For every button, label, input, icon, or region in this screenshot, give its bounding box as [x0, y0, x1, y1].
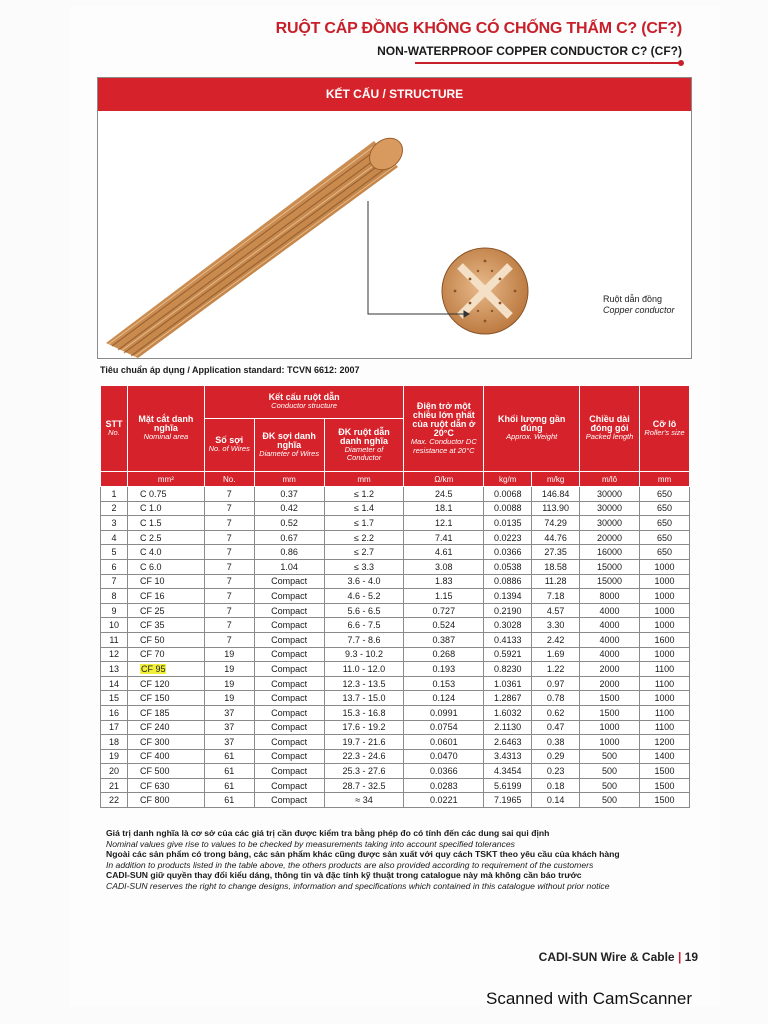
table-cell: 0.5921 [484, 647, 532, 662]
table-cell: 30000 [580, 487, 640, 502]
table-row [101, 764, 690, 779]
table-row [101, 691, 690, 706]
table-cell: CF 500 [127, 764, 204, 779]
table-cell: 2.6463 [484, 735, 532, 750]
table-cell: Compact [254, 647, 324, 662]
table-cell: C 1.0 [127, 501, 204, 516]
table-cell: 30000 [580, 501, 640, 516]
table-cell: 1000 [640, 589, 690, 604]
table-cell: CF 400 [127, 749, 204, 764]
title-vietnamese: RUỘT CÁP ĐỒNG KHÔNG CÓ CHỐNG THẤM C? (CF?) [275, 20, 682, 37]
table-cell: 1.69 [532, 647, 580, 662]
table-row [101, 735, 690, 750]
table-cell: 3 [101, 516, 128, 531]
table-cell: 0.38 [532, 735, 580, 750]
application-standard: Tiêu chuẩn áp dụng / Application standard: TCVN 6612: 2007 [100, 365, 360, 375]
table-cell: 7 [204, 632, 254, 647]
conductor-cross-section [442, 248, 528, 334]
table-cell: 1500 [580, 691, 640, 706]
table-cell: 1100 [640, 676, 690, 691]
table-cell: 61 [204, 764, 254, 779]
table-cell: 1000 [640, 647, 690, 662]
table-cell: 20000 [580, 530, 640, 545]
table-cell: 11.0 - 12.0 [324, 662, 404, 677]
title-english: NON-WATERPROOF COPPER CONDUCTOR C? (CF?) [377, 44, 682, 58]
table-cell: CF 150 [127, 691, 204, 706]
table-cell: 1.04 [254, 559, 324, 574]
table-cell: 8 [101, 589, 128, 604]
table-cell: 19.7 - 21.6 [324, 735, 404, 750]
table-cell: 61 [204, 749, 254, 764]
table-cell: 1000 [640, 603, 690, 618]
table-cell: 30000 [580, 516, 640, 531]
title-underline [415, 62, 682, 64]
table-cell: 25.3 - 27.6 [324, 764, 404, 779]
table-cell: 1.6032 [484, 705, 532, 720]
table-row [101, 559, 690, 574]
table-cell: 0.8230 [484, 662, 532, 677]
table-cell: 1500 [640, 764, 690, 779]
table-cell: 15 [101, 691, 128, 706]
table-cell: 13 [101, 662, 128, 677]
table-cell: ≤ 3.3 [324, 559, 404, 574]
table-cell: 0.14 [532, 793, 580, 808]
table-cell: 1000 [640, 574, 690, 589]
table-cell: CF 120 [127, 676, 204, 691]
table-cell: Compact [254, 735, 324, 750]
table-cell: 16000 [580, 545, 640, 560]
header-weight: Khối lượng gần đúng Approx. Weight [484, 386, 580, 472]
note-line: Giá trị danh nghĩa là cơ sở của các giá trị cần được kiểm tra bằng phép đo có tính đến các dung sai qui định [106, 828, 550, 838]
units-row [101, 472, 690, 487]
catalogue-page [70, 6, 720, 1006]
table-cell: 0.0221 [404, 793, 484, 808]
copper-conductor-illustration [98, 111, 691, 358]
table-row [101, 793, 690, 808]
table-cell: 1400 [640, 749, 690, 764]
header-roller-size: Cỡ lô Roller's size [640, 386, 690, 472]
header-stt: STT No. [101, 386, 128, 472]
table-cell: C 1.5 [127, 516, 204, 531]
title-underline-dot [678, 60, 684, 66]
table-cell: 0.18 [532, 778, 580, 793]
table-cell: 37 [204, 735, 254, 750]
table-cell: 18.1 [404, 501, 484, 516]
table-row [101, 778, 690, 793]
table-cell: 7 [204, 603, 254, 618]
table-cell: 5 [101, 545, 128, 560]
table-cell: CF 630 [127, 778, 204, 793]
table-cell: 37 [204, 705, 254, 720]
note-line: Nominal values give rise to values to be checked by measurements taking into account specified tolerances [106, 838, 515, 849]
table-cell: 0.268 [404, 647, 484, 662]
table-cell: Compact [254, 720, 324, 735]
table-cell: 19 [204, 662, 254, 677]
table-cell: 0.0135 [484, 516, 532, 531]
table-cell: 0.52 [254, 516, 324, 531]
table-cell: 61 [204, 793, 254, 808]
table-cell: ≤ 1.7 [324, 516, 404, 531]
table-cell: 7 [204, 487, 254, 502]
table-cell: Compact [254, 676, 324, 691]
table-cell: 0.0538 [484, 559, 532, 574]
table-cell: 1500 [640, 778, 690, 793]
table-cell: 500 [580, 764, 640, 779]
table-cell: 19 [204, 676, 254, 691]
table-cell: 22 [101, 793, 128, 808]
table-cell: 4.3454 [484, 764, 532, 779]
table-cell: Compact [254, 691, 324, 706]
table-cell: 28.7 - 32.5 [324, 778, 404, 793]
table-cell: Compact [254, 749, 324, 764]
table-cell: 4000 [580, 647, 640, 662]
table-cell: 5.6 - 6.5 [324, 603, 404, 618]
table-cell: 500 [580, 793, 640, 808]
table-cell: 1.83 [404, 574, 484, 589]
table-cell: 7 [204, 589, 254, 604]
header-packed-length: Chiều dài đóng gói Packed length [580, 386, 640, 472]
table-cell: 7 [204, 516, 254, 531]
table-cell: 0.78 [532, 691, 580, 706]
table-cell: 1500 [580, 705, 640, 720]
table-cell: 0.97 [532, 676, 580, 691]
table-cell: CF 35 [127, 618, 204, 633]
table-cell: 500 [580, 749, 640, 764]
table-cell: 1000 [580, 735, 640, 750]
table-cell: Compact [254, 705, 324, 720]
unit-cell: m/lô [580, 472, 640, 487]
table-cell: 18.58 [532, 559, 580, 574]
table-cell: 500 [580, 778, 640, 793]
note-line: In addition to products listed in the table above, the others products are also provided according to requirement of the customers [106, 859, 594, 870]
unit-cell: mm² [127, 472, 204, 487]
table-cell: 12 [101, 647, 128, 662]
table-cell: 7 [101, 574, 128, 589]
table-cell: 650 [640, 501, 690, 516]
label-en: Copper conductor [603, 305, 675, 315]
notes-block [106, 828, 706, 892]
structure-panel [97, 77, 692, 359]
table-cell: 20 [101, 764, 128, 779]
table-cell: 18 [101, 735, 128, 750]
table-cell: 12.3 - 13.5 [324, 676, 404, 691]
table-cell: CF 300 [127, 735, 204, 750]
table-cell: 9 [101, 603, 128, 618]
table-row [101, 603, 690, 618]
table-cell: Compact [254, 632, 324, 647]
unit-cell: Ω/km [404, 472, 484, 487]
page-number: 19 [684, 950, 698, 964]
table-cell: 15.3 - 16.8 [324, 705, 404, 720]
table-cell: Compact [254, 662, 324, 677]
table-cell: 4 [101, 530, 128, 545]
table-cell: 0.0366 [484, 545, 532, 560]
table-cell: 650 [640, 530, 690, 545]
table-cell: C 4.0 [127, 545, 204, 560]
unit-cell: m/kg [532, 472, 580, 487]
table-cell: 0.0886 [484, 574, 532, 589]
table-cell: 7.18 [532, 589, 580, 604]
table-cell: 6 [101, 559, 128, 574]
unit-cell: mm [254, 472, 324, 487]
table-cell: 9.3 - 10.2 [324, 647, 404, 662]
conductor-spec-table [100, 385, 690, 808]
table-cell: CF 70 [127, 647, 204, 662]
table-cell: ≤ 1.2 [324, 487, 404, 502]
table-cell: 13.7 - 15.0 [324, 691, 404, 706]
table-cell: 1600 [640, 632, 690, 647]
note-line: CADI-SUN giữ quyền thay đổi kiểu dáng, thông tin và đặc tính kỹ thuật trong catalogue này mà không cần báo trước [106, 870, 582, 881]
table-cell: 1.0361 [484, 676, 532, 691]
structure-heading: KẾT CẤU / STRUCTURE [98, 78, 691, 111]
table-cell: 0.37 [254, 487, 324, 502]
table-cell: 0.0088 [484, 501, 532, 516]
table-cell: 3.6 - 4.0 [324, 574, 404, 589]
table-cell: 650 [640, 487, 690, 502]
table-cell: 27.35 [532, 545, 580, 560]
table-cell: 1200 [640, 735, 690, 750]
table-cell: 1.2867 [484, 691, 532, 706]
note-line: CADI-SUN reserves the right to change designs, information and specifications which contained in this catalogue without prior notice [106, 880, 610, 891]
table-cell: 7 [204, 559, 254, 574]
table-cell: 7.7 - 8.6 [324, 632, 404, 647]
table-cell: CF 185 [127, 705, 204, 720]
table-cell: 21 [101, 778, 128, 793]
header-resistance: Điện trở một chiều lớn nhất của ruột dẫn ở 20°C Max. Conductor DC resistance at 20°C [404, 386, 484, 472]
table-cell: 7.1965 [484, 793, 532, 808]
table-cell: 0.0283 [404, 778, 484, 793]
table-cell: 1100 [640, 720, 690, 735]
table-cell: CF 16 [127, 589, 204, 604]
table-cell: 7 [204, 545, 254, 560]
header-wires: Số sợi No. of Wires [204, 419, 254, 472]
table-row [101, 705, 690, 720]
header-conductor-structure: Kết cấu ruột dẫn Conductor structure [204, 386, 404, 419]
table-cell: 0.62 [532, 705, 580, 720]
table-row [101, 589, 690, 604]
table-cell: C 2.5 [127, 530, 204, 545]
table-cell: 4000 [580, 632, 640, 647]
table-cell: 3.4313 [484, 749, 532, 764]
table-cell: 74.29 [532, 516, 580, 531]
table-cell: CF 50 [127, 632, 204, 647]
table-cell: 11 [101, 632, 128, 647]
table-cell [127, 662, 204, 677]
table-cell: Compact [254, 793, 324, 808]
table-cell: 44.76 [532, 530, 580, 545]
table-cell: 0.3028 [484, 618, 532, 633]
table-cell: ≤ 2.2 [324, 530, 404, 545]
spec-table-body [101, 487, 690, 808]
camscanner-watermark: Scanned with CamScanner [485, 989, 692, 1008]
unit-cell: mm [640, 472, 690, 487]
table-cell: 7.41 [404, 530, 484, 545]
table-cell: 37 [204, 720, 254, 735]
table-cell: 1100 [640, 705, 690, 720]
table-row [101, 647, 690, 662]
table-cell: 1 [101, 487, 128, 502]
table-cell: 17 [101, 720, 128, 735]
table-cell: 0.1394 [484, 589, 532, 604]
table-cell: 1100 [640, 662, 690, 677]
unit-cell: No. [204, 472, 254, 487]
table-cell: 15000 [580, 574, 640, 589]
table-row [101, 545, 690, 560]
table-row [101, 530, 690, 545]
table-cell: Compact [254, 778, 324, 793]
table-cell: 61 [204, 778, 254, 793]
table-cell: 8000 [580, 589, 640, 604]
table-cell: 1.22 [532, 662, 580, 677]
table-cell: CF 800 [127, 793, 204, 808]
table-cell: ≈ 34 [324, 793, 404, 808]
table-cell: 4000 [580, 618, 640, 633]
table-cell: 2.42 [532, 632, 580, 647]
table-cell: C 0.75 [127, 487, 204, 502]
table-cell: 22.3 - 24.6 [324, 749, 404, 764]
table-cell: 0.0601 [404, 735, 484, 750]
table-cell: 4.57 [532, 603, 580, 618]
header-conductor-diameter: ĐK ruột dẫn danh nghĩa Diameter of Conductor [324, 419, 404, 472]
table-cell: 4000 [580, 603, 640, 618]
table-cell: Compact [254, 603, 324, 618]
table-cell: 0.0068 [484, 487, 532, 502]
highlighted-text: CF 95 [140, 663, 166, 674]
table-row [101, 720, 690, 735]
table-cell: 0.124 [404, 691, 484, 706]
table-cell: 0.387 [404, 632, 484, 647]
table-cell: 24.5 [404, 487, 484, 502]
table-cell: 12.1 [404, 516, 484, 531]
table-cell: 7 [204, 530, 254, 545]
table-cell: 0.0366 [404, 764, 484, 779]
table-cell: 7 [204, 501, 254, 516]
footer-brand: CADI-SUN Wire & Cable [538, 950, 675, 964]
table-cell: 0.0470 [404, 749, 484, 764]
table-cell: 7 [204, 574, 254, 589]
table-cell: CF 10 [127, 574, 204, 589]
table-cell: 0.2190 [484, 603, 532, 618]
table-cell: 4.6 - 5.2 [324, 589, 404, 604]
table-cell: 0.4133 [484, 632, 532, 647]
unit-cell: kg/m [484, 472, 532, 487]
table-row [101, 662, 690, 677]
table-cell: 1.15 [404, 589, 484, 604]
table-cell: 0.67 [254, 530, 324, 545]
table-cell: 0.47 [532, 720, 580, 735]
footer-separator: | [677, 950, 682, 964]
table-row [101, 618, 690, 633]
table-cell: 0.727 [404, 603, 484, 618]
page-footer [539, 950, 698, 964]
table-cell: 3.08 [404, 559, 484, 574]
table-cell: ≤ 1.4 [324, 501, 404, 516]
table-cell: 14 [101, 676, 128, 691]
table-cell: 0.524 [404, 618, 484, 633]
table-cell: 1000 [640, 691, 690, 706]
table-cell: 1000 [640, 618, 690, 633]
table-cell: 17.6 - 19.2 [324, 720, 404, 735]
table-cell: 0.0991 [404, 705, 484, 720]
table-cell: 19 [204, 647, 254, 662]
table-cell: 0.29 [532, 749, 580, 764]
table-cell: 5.6199 [484, 778, 532, 793]
table-cell: 2.1130 [484, 720, 532, 735]
table-cell: Compact [254, 589, 324, 604]
table-row [101, 676, 690, 691]
table-cell: 1000 [640, 559, 690, 574]
table-cell: 2000 [580, 676, 640, 691]
table-cell: 7 [204, 618, 254, 633]
conductor-cable-side [106, 132, 409, 358]
table-cell: CF 240 [127, 720, 204, 735]
copper-conductor-label [603, 294, 675, 316]
table-cell: Compact [254, 618, 324, 633]
table-cell: 3.30 [532, 618, 580, 633]
table-cell: 1500 [640, 793, 690, 808]
table-row [101, 516, 690, 531]
table-cell: 2 [101, 501, 128, 516]
table-cell: 15000 [580, 559, 640, 574]
table-row [101, 632, 690, 647]
table-row [101, 574, 690, 589]
table-cell: 650 [640, 516, 690, 531]
table-cell: 0.86 [254, 545, 324, 560]
table-cell: 0.0754 [404, 720, 484, 735]
table-row [101, 487, 690, 502]
table-row [101, 749, 690, 764]
table-cell: 0.153 [404, 676, 484, 691]
table-cell: CF 25 [127, 603, 204, 618]
table-cell: Compact [254, 574, 324, 589]
note-line: Ngoài các sản phẩm có trong bảng, các sản phẩm khác cũng được sản xuất với quy cách TSKT theo yêu cầu của khách hàng [106, 849, 620, 860]
header-wire-diameter: ĐK sợi danh nghĩa Diameter of Wires [254, 419, 324, 472]
table-cell: ≤ 2.7 [324, 545, 404, 560]
table-cell: C 6.0 [127, 559, 204, 574]
table-row [101, 501, 690, 516]
unit-cell: mm [324, 472, 404, 487]
table-cell: 4.61 [404, 545, 484, 560]
table-cell: 6.6 - 7.5 [324, 618, 404, 633]
label-vn: Ruột dẫn đồng [603, 294, 663, 304]
table-cell: 0.42 [254, 501, 324, 516]
table-cell: 0.193 [404, 662, 484, 677]
table-cell: 0.0223 [484, 530, 532, 545]
table-cell: 10 [101, 618, 128, 633]
table-cell: 2000 [580, 662, 640, 677]
table-cell: 0.23 [532, 764, 580, 779]
table-cell: 1000 [580, 720, 640, 735]
table-cell: 113.90 [532, 501, 580, 516]
table-cell: Compact [254, 764, 324, 779]
table-cell: 19 [101, 749, 128, 764]
table-cell: 11.28 [532, 574, 580, 589]
table-cell: 16 [101, 705, 128, 720]
header-area: Mặt cắt danh nghĩa Nominal area [127, 386, 204, 472]
table-cell: 650 [640, 545, 690, 560]
table-cell: 146.84 [532, 487, 580, 502]
table-cell: 19 [204, 691, 254, 706]
